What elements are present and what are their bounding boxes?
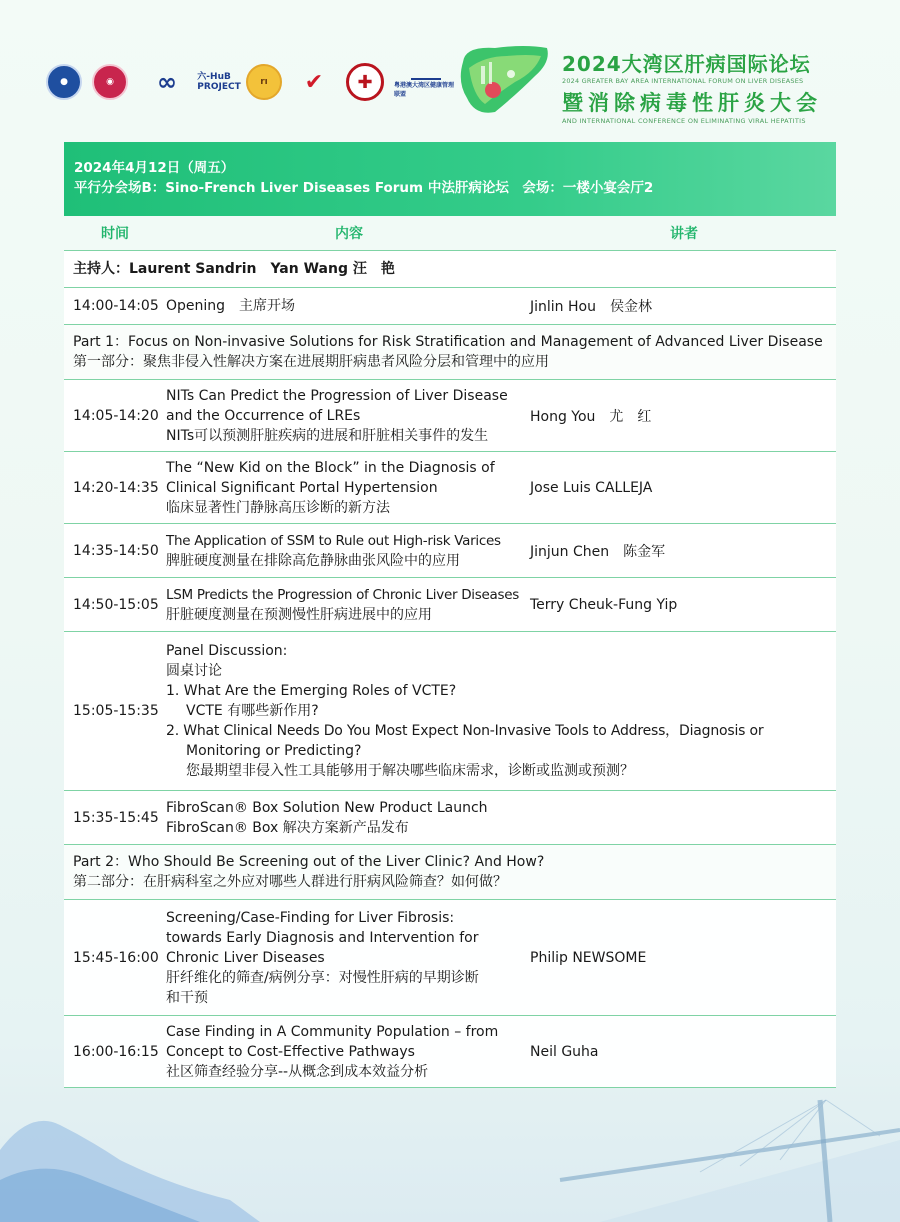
content-line: 1. What Are the Emerging Roles of VCTE? bbox=[166, 683, 457, 699]
row-content bbox=[166, 585, 530, 625]
content-line: Screening/Case-Finding for Liver Fibrosis: bbox=[166, 909, 455, 926]
row-speaker: Jinjun Chen 陈金军 bbox=[530, 543, 666, 560]
row-content bbox=[166, 458, 530, 518]
table-row bbox=[64, 380, 836, 452]
society-logo-4: rı bbox=[246, 64, 282, 100]
forum-title-en-2: AND INTERNATIONAL CONFERENCE ON ELIMINATING VIRAL HEPATITIS bbox=[562, 117, 806, 125]
content-line: 肝纤维化的筛查/病例分享：对慢性肝病的早期诊断 bbox=[166, 969, 479, 986]
section-part-1 bbox=[64, 325, 836, 380]
section-title-en: Part 2：Who Should Be Screening out of the Liver Clinic? And How? bbox=[73, 854, 545, 870]
table-row bbox=[64, 632, 836, 791]
row-content bbox=[166, 1022, 530, 1082]
row-time: 15:05-15:35 bbox=[73, 703, 159, 719]
schedule-table bbox=[64, 142, 836, 1088]
row-speaker: Hong You 尤 红 bbox=[530, 408, 652, 425]
forum-title-en-1: 2024 GREATER BAY AREA INTERNATIONAL FORUM ON LIVER DISEASES bbox=[562, 77, 804, 85]
table-row bbox=[64, 900, 836, 1016]
row-content bbox=[166, 531, 530, 571]
row-time: 15:35-15:45 bbox=[73, 809, 159, 826]
content-line: 和干预 bbox=[166, 989, 208, 1006]
content-line: Monitoring or Predicting? bbox=[186, 743, 362, 759]
content-line: towards Early Diagnosis and Intervention for bbox=[166, 929, 479, 946]
content-line: 肝脏硬度测量在预测慢性肝病进展中的应用 bbox=[166, 606, 432, 623]
row-time: 14:20-14:35 bbox=[73, 479, 159, 496]
bay-area-alliance-text: 粤港澳大湾区健康管理联盟 bbox=[394, 82, 455, 98]
section-part-2 bbox=[64, 845, 836, 900]
row-time: 14:35-14:50 bbox=[73, 542, 159, 559]
cmrc-logo: ✔ bbox=[304, 69, 324, 95]
content-line: LSM Predicts the Progression of Chronic Liver Diseases bbox=[166, 586, 519, 603]
row-speaker: Jinlin Hou 侯金林 bbox=[530, 299, 652, 315]
society-logo-1: ● bbox=[46, 64, 82, 100]
forum-title-cn-1: 2024大湾区肝病国际论坛 bbox=[562, 52, 811, 76]
table-row bbox=[64, 578, 836, 632]
content-line: 临床显著性门静脉高压诊断的新方法 bbox=[166, 499, 390, 516]
society-logo-6: ✚ bbox=[346, 63, 384, 101]
row-speaker: Philip NEWSOME bbox=[530, 949, 647, 966]
content-line: Concept to Cost-Effective Pathways bbox=[166, 1043, 415, 1060]
content-line: The Application of SSM to Rule out High-risk Varices bbox=[166, 532, 501, 549]
row-speaker: Neil Guha bbox=[530, 1043, 599, 1060]
row-time: 14:50-15:05 bbox=[73, 596, 159, 613]
row-content: Opening 主席开场 bbox=[166, 298, 296, 314]
content-line: Chronic Liver Diseases bbox=[166, 949, 325, 966]
session-date: 2024年4月12日（周五） bbox=[74, 160, 235, 176]
forum-title bbox=[562, 48, 862, 125]
row-content bbox=[166, 798, 530, 838]
content-line: 2. What Clinical Needs Do You Most Expect Non-Invasive Tools to Address，Diagnosis or bbox=[166, 723, 764, 739]
session-venue: 平行分会场B：Sino-French Liver Diseases Forum 中法肝病论坛 会场：一楼小宴会厅2 bbox=[74, 180, 654, 196]
table-row bbox=[64, 288, 836, 325]
row-time: 16:00-16:15 bbox=[73, 1043, 159, 1060]
row-time: 14:00-14:05 bbox=[73, 298, 159, 314]
content-line: Case Finding in A Community Population – from bbox=[166, 1023, 499, 1040]
table-row bbox=[64, 1016, 836, 1088]
table-row bbox=[64, 524, 836, 578]
content-line: 社区筛查经验分享--从概念到成本效益分析 bbox=[166, 1063, 429, 1080]
section-title-en: Part 1：Focus on Non-invasive Solutions for Risk Stratification and Management of Advanced Liver Disease bbox=[73, 334, 823, 350]
table-row bbox=[64, 452, 836, 524]
content-line: NITs Can Predict the Progression of Liver Disease bbox=[166, 387, 508, 404]
content-line: 圆桌讨论 bbox=[166, 663, 222, 679]
section-title-cn: 第二部分：在肝病科室之外应对哪些人群进行肝病风险筛查？如何做？ bbox=[73, 874, 507, 890]
row-speaker: Terry Cheuk-Fung Yip bbox=[530, 596, 678, 613]
row-speaker: Jose Luis CALLEJA bbox=[530, 479, 653, 496]
forum-liver-logo bbox=[455, 42, 555, 120]
content-line: 脾脏硬度测量在排除高危静脉曲张风险中的应用 bbox=[166, 552, 460, 569]
content-line: NITs可以预测肝脏疾病的进展和肝脏相关事件的发生 bbox=[166, 427, 489, 444]
content-line: The “New Kid on the Block” in the Diagnosis of bbox=[166, 459, 495, 476]
column-speaker: 讲者 bbox=[670, 226, 698, 242]
hub-project-logo-text: 六-HuB PROJECT bbox=[197, 72, 241, 92]
column-headers bbox=[64, 216, 836, 251]
hub-project-logo-mark: ∞ bbox=[157, 68, 173, 96]
content-line: FibroScan® Box 解决方案新产品发布 bbox=[166, 819, 409, 836]
partner-logos bbox=[46, 64, 458, 100]
row-content bbox=[166, 386, 530, 446]
content-line: Panel Discussion: bbox=[166, 643, 288, 659]
content-line: Clinical Significant Portal Hypertension bbox=[166, 479, 438, 496]
row-time: 14:05-14:20 bbox=[73, 407, 159, 424]
column-content: 内容 bbox=[335, 226, 363, 242]
moderator-row: 主持人：Laurent Sandrin Yan Wang 汪 艳 bbox=[64, 251, 836, 288]
content-line: 您最期望非侵入性工具能够用于解决哪些临床需求，诊断或监测或预测？ bbox=[186, 763, 634, 779]
section-title-cn: 第一部分：聚焦非侵入性解决方案在进展期肝病患者风险分层和管理中的应用 bbox=[73, 354, 549, 370]
row-content bbox=[166, 641, 806, 781]
row-content bbox=[166, 908, 530, 1008]
table-row bbox=[64, 791, 836, 845]
row-time: 15:45-16:00 bbox=[73, 949, 159, 966]
content-line: VCTE 有哪些新作用? bbox=[186, 703, 319, 719]
session-banner bbox=[64, 142, 836, 216]
content-line: and the Occurrence of LREs bbox=[166, 407, 361, 424]
forum-title-cn-2: 暨消除病毒性肝炎大会 bbox=[562, 91, 822, 115]
bay-area-alliance-logo bbox=[394, 66, 458, 98]
column-time: 时间 bbox=[101, 226, 129, 242]
society-logo-2: ◉ bbox=[92, 64, 128, 100]
content-line: FibroScan® Box Solution New Product Launch bbox=[166, 799, 488, 816]
